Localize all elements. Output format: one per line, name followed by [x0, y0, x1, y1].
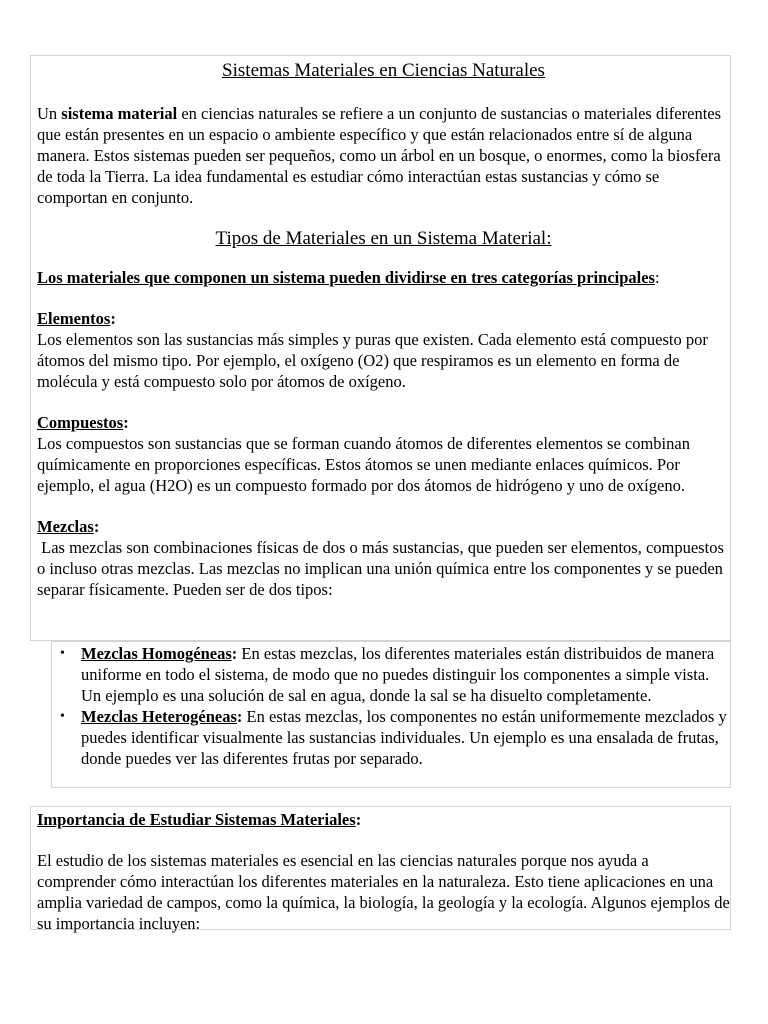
list-item: • Mezclas Homogéneas: En estas mezclas, los diferentes materiales están distribuidos de manera uniforme en todo el sistema, de modo que no puedes distinguir los componentes a simple vista. Un ejemplo es una solución de sal en agua, donde la sal se ha disuelto completamente.: [81, 643, 730, 706]
importancia-section: [30, 806, 731, 933]
mezclas-heading: Mezclas:: [37, 517, 100, 536]
elementos-text: Los elementos son las sustancias más simples y puras que existen. Cada elemento está compuesto por átomos del mismo tipo. Por ejemplo, el oxígeno (O2) que respiramos es un elemento en forma de molécula y está compuesto solo por átomos de oxígeno.: [37, 330, 708, 391]
intro-term: sistema material: [61, 104, 178, 123]
importancia-text: El estudio de los sistemas materiales es esencial en las ciencias naturales porque nos ayuda a comprender cómo interactúan los diferentes materiales en la naturaleza. Esto tiene aplicaciones en una amplia variedad de campos, como la química, la biología, la geología y la ecología. Algunos ejemplos de su importancia incluyen:: [37, 851, 730, 933]
mezclas-text: Las mezclas son combinaciones físicas de dos o más sustancias, que pueden ser elementos, compuestos o incluso otras mezclas. Las mezclas no implican una unión química entre los componentes y se pueden separar físicamente. Pueden ser de dos tipos:: [37, 538, 728, 599]
mezclas-list-section: [51, 641, 731, 788]
types-lead: Los materiales que componen un sistema pueden dividirse en tres categorías principales:: [37, 268, 660, 287]
compuestos-heading: Compuestos:: [37, 413, 129, 432]
elementos-heading: Elementos:: [37, 309, 116, 328]
intro-paragraph: Un sistema material en ciencias naturales se refiere a un conjunto de sustancias o materiales diferentes que están presentes en un espacio o ambiente específico y que están relacionados entre sí de alguna manera. Estos sistemas pueden ser pequeños, como un árbol en un bosque, o enormes, como la biosfera de toda la Tierra. La idea fundamental es estudiar cómo interactúan estas sustancias y cómo se comportan en conjunto.: [37, 104, 722, 207]
types-title: Tipos de Materiales en un Sistema Material:: [215, 228, 552, 249]
list-item: • Mezclas Heterogéneas: En estas mezclas, los componentes no están uniformemente mezclados y puedes identificar visualmente las sustancias individuales. Un ejemplo es una ensalada de frutas, donde puedes ver las diferentes frutas por separado.: [81, 706, 730, 769]
compuestos-text: Los compuestos son sustancias que se forman cuando átomos de diferentes elementos se combinan químicamente en proporciones específicas. Estos átomos se unen mediante enlaces químicos. Por ejemplo, el agua (H2O) es un compuesto formado por dos átomos de hidrógeno y uno de oxígeno.: [37, 434, 690, 495]
importancia-heading: Importancia de Estudiar Sistemas Materiales:: [37, 810, 362, 829]
document-title: Sistemas Materiales en Ciencias Naturales: [222, 60, 545, 81]
mezclas-list: [52, 643, 730, 769]
main-section: [30, 55, 731, 641]
